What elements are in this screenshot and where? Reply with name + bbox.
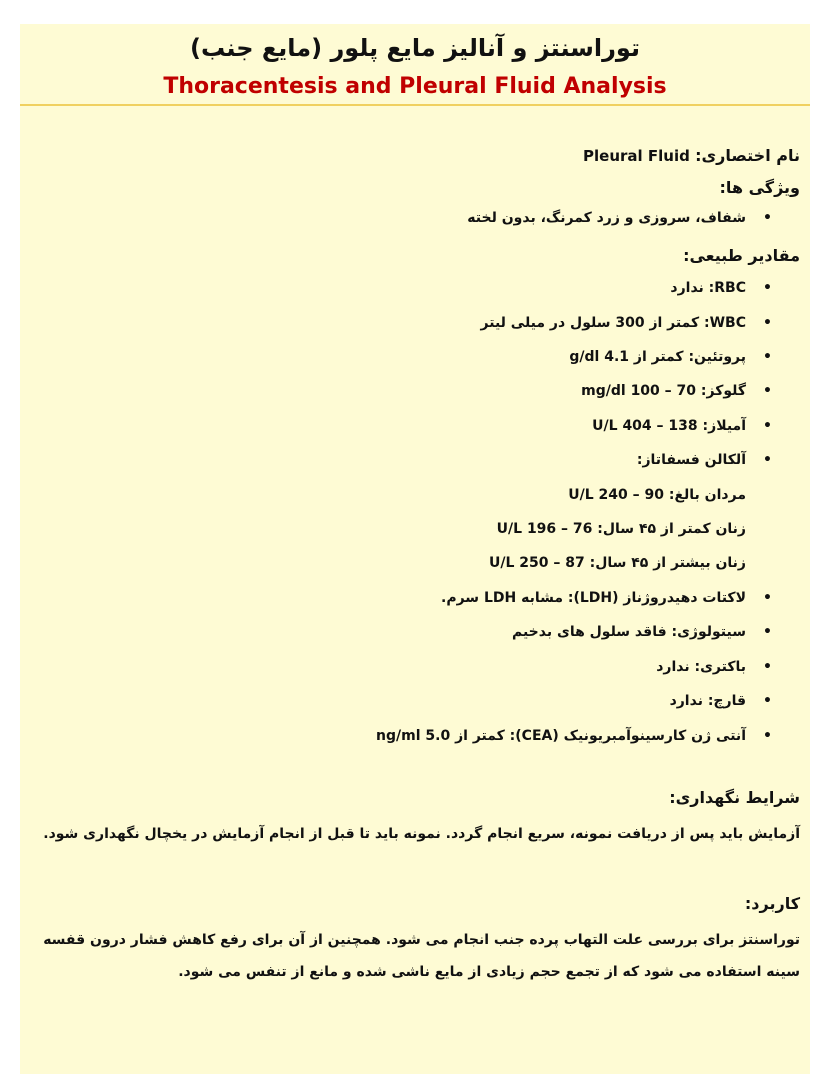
bullet-icon: • [763, 418, 772, 434]
bullet-icon: • [763, 383, 772, 399]
list-item: سیتولوژی: فاقد سلول های بدخیم [511, 624, 746, 640]
abbreviation [583, 146, 800, 165]
title-persian: توراسنتز و آنالیز مایع پلور (مایع جنب) [190, 34, 640, 62]
storage-text: آزمایش باید پس از دریافت نمونه، سریع انجام گردد. نمونه باید تا قبل از انجام آزمایش در یخچال نگهداری شود. [43, 826, 800, 842]
bullet-icon: • [763, 210, 772, 226]
document-page [20, 24, 810, 1074]
list-item: آلکالن فسفاتاز: [636, 452, 746, 468]
storage-heading: شرایط نگهداری: [669, 788, 800, 807]
list-item: گلوکز: 70 – 100 mg/dl [581, 383, 746, 399]
features-heading: ویژگی ها: [719, 178, 800, 197]
bullet-icon: • [763, 280, 772, 296]
usage-heading: کاربرد: [744, 894, 800, 913]
title-english: Thoracentesis and Pleural Fluid Analysis [163, 74, 667, 99]
list-item: قارچ: ندارد [669, 693, 746, 709]
bullet-icon: • [763, 728, 772, 744]
bullet-icon: • [763, 452, 772, 468]
list-item: آمیلاز: 138 – 404 U/L [592, 418, 746, 434]
abbreviation-label: نام اختصاری: [695, 146, 800, 165]
bullet-icon: • [763, 624, 772, 640]
alp-subitem: زنان بیشتر از ۴۵ سال: 87 – 250 U/L [488, 555, 746, 571]
bullet-icon: • [763, 349, 772, 365]
abbreviation-value: Pleural Fluid [583, 147, 690, 165]
list-item: RBC: ندارد [670, 280, 746, 296]
list-item: شفاف، سروزی و زرد کمرنگ، بدون لخته [467, 210, 746, 226]
bullet-icon: • [763, 693, 772, 709]
list-item: لاکتات دهیدروژناز (LDH): مشابه LDH سرم. [441, 590, 746, 606]
normal-values-heading: مقادیر طبیعی: [683, 246, 800, 265]
list-item: پروتئین: کمتر از 4.1 g/dl [569, 349, 746, 365]
list-item: آنتی ژن کارسینوآمبریونیک (CEA): کمتر از 5.0 ng/ml [376, 728, 746, 744]
bullet-icon: • [763, 659, 772, 675]
usage-text: توراسنتز برای بررسی علت التهاب پرده جنب انجام می شود. همچنین از آن برای رفع کاهش فشار درون قفسه سینه استفاده می شود که از تجمع حجم زیادی از مایع ناشی شده و مانع از تنفس می شود. [43, 932, 800, 980]
header [20, 24, 810, 106]
bullet-icon: • [763, 315, 772, 331]
list-item: WBC: کمتر از 300 سلول در میلی لیتر [480, 315, 746, 331]
alp-subitem: مردان بالغ: 90 – 240 U/L [568, 487, 746, 503]
bullet-icon: • [763, 590, 772, 606]
alp-subitem: زنان کمتر از ۴۵ سال: 76 – 196 U/L [496, 521, 746, 537]
list-item: باکتری: ندارد [656, 659, 746, 675]
